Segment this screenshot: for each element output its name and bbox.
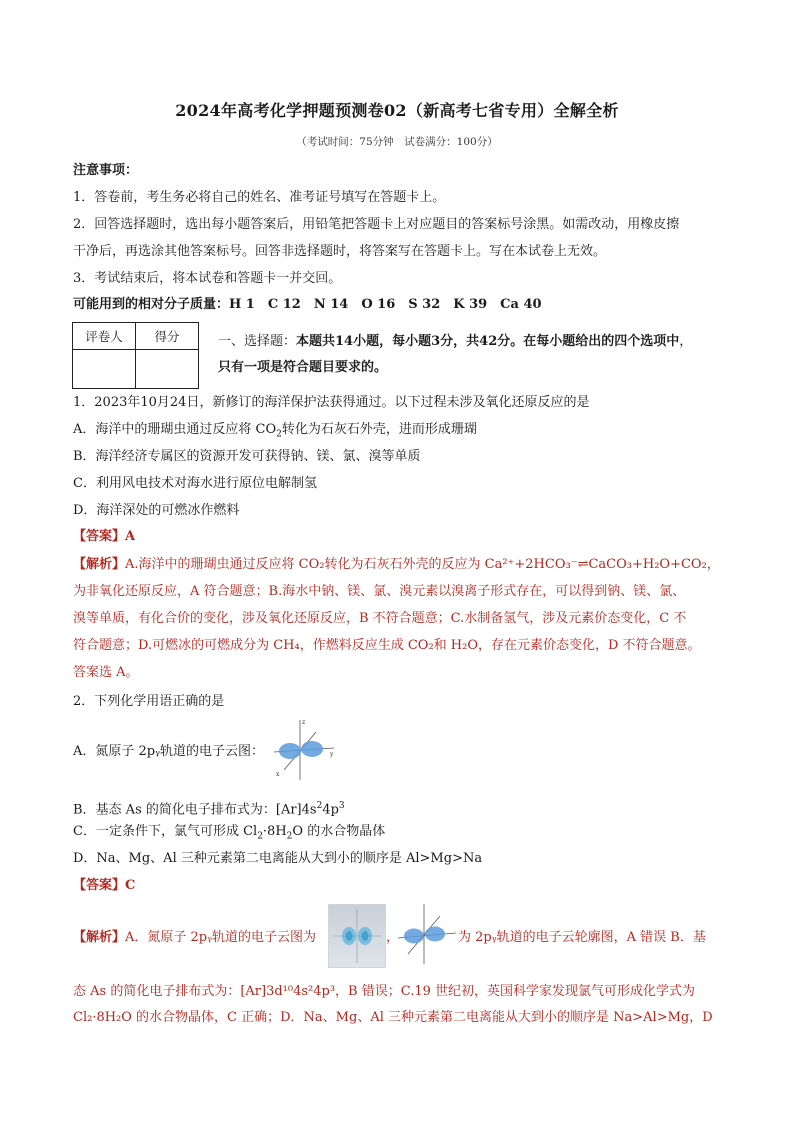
notice-item-1: 1．答卷前，考生务必将自己的姓名、准考证号填写在答题卡上。 — [73, 190, 446, 205]
q2-option-a: A．氮原子 2pᵧ轨道的电子云图： — [73, 744, 265, 759]
svg-text:z: z — [302, 719, 306, 726]
page-title: 2024年高考化学押题预测卷02（新高考七省专用）全解全析 — [175, 101, 619, 120]
svg-text:x: x — [276, 771, 280, 778]
section-label: 一、选择题： — [218, 334, 297, 349]
score-table — [72, 322, 199, 389]
q2-analysis-line1-b: 为 2pᵧ轨道的电子云轮廓图，A 错误 B．基 — [458, 930, 706, 945]
q1-analysis-line5: 答案选 A。 — [73, 665, 139, 680]
q2-analysis-comma: ， — [386, 930, 400, 945]
notice-item-2: 2．回答选择题时，选出每小题答案后，用铅笔把答题卡上对应题目的答案标号涂黑。如需改动，用橡皮擦 — [73, 217, 680, 232]
score-header: 得分 — [136, 323, 199, 350]
electron-cloud-icon — [329, 905, 385, 967]
q1-option-d: D．海洋深处的可燃冰作燃料 — [73, 503, 240, 518]
q1-analysis-line2: 为非氧化还原反应，A 符合题意；B.海水中钠、镁、氯、溴元素以溴离子形式存在，可以得到钠、镁、氯、 — [73, 584, 686, 599]
section-intro-line1: 一、选择题：本题共14小题，每小题3分，共42分。在每小题给出的四个选项中， — [218, 334, 693, 349]
grader-header: 评卷人 — [73, 323, 136, 350]
q2-analysis-line2: 态 As 的简化电子排布式为：[Ar]3d¹⁰4s²4p³，B 错误；C.19 世纪初，英国科学家发现氯气可形成化学式为 — [73, 984, 696, 999]
q2-analysis-line1-a: 【解析】A．氮原子 2pᵧ轨道的电子云图为 — [73, 930, 317, 945]
electron-cloud-image — [328, 904, 386, 968]
q1-stem: 1．2023年10月24日，新修订的海洋保护法获得通过。以下过程未涉及氧化还原反应的是 — [73, 395, 590, 410]
exam-info: （考试时间：75分钟 试卷满分：100分） — [296, 136, 498, 148]
q1-option-b: B．海洋经济专属区的资源开发可获得钠、镁、氯、溴等单质 — [73, 449, 421, 464]
q2-analysis-line3: Cl₂·8H₂O 的水合物晶体，C 正确；D．Na、Mg、Al 三种元素第二电离能从大到小的顺序是 Na>Al>Mg，D — [73, 1010, 713, 1025]
notice-heading: 注意事项： — [73, 163, 139, 178]
score-cell — [136, 350, 199, 389]
q1-analysis-line4: 符合题意；D.可燃冰的可燃成分为 CH₄，作燃料反应生成 CO₂和 H₂O，存在元素价态变化，D 不符合题意。 — [73, 638, 701, 653]
q1-answer: 【答案】A — [73, 529, 136, 544]
notice-item-2-cont: 干净后，再选涂其他答案标号。回答非选择题时，将答案写在答题卡上。写在本试卷上无效。 — [73, 244, 607, 259]
q2-stem: 2．下列化学用语正确的是 — [73, 694, 225, 709]
p-orbital-contour-icon — [396, 902, 458, 968]
grader-cell — [73, 350, 136, 389]
q2-option-b: B．基态 As 的简化电子排布式为：$[Ar]4s^24p^3$ — [73, 801, 345, 818]
q2-answer: 【答案】C — [73, 878, 136, 893]
q2-option-d: D．Na、Mg、Al 三种元素第二电离能从大到小的顺序是 Al>Mg>Na — [73, 851, 483, 866]
section-intro-line2: 只有一项是符合题目要求的。 — [218, 360, 388, 375]
atomic-masses: 可能用到的相对分子质量：H 1 C 12 N 14 O 16 S 32 K 39 Ca 40 — [73, 297, 542, 312]
svg-text:y: y — [330, 751, 334, 758]
q1-analysis-line3: 溴等单质，有化合价的变化，涉及氧化还原反应，B 不符合题意；C.水制备氢气，涉及元素价态变化，C 不 — [73, 611, 687, 626]
p-orbital-icon — [270, 716, 338, 784]
q2-option-c: C．一定条件下，氯气可形成 $Cl_2\cdot 8H_2O$ 的水合物晶体 — [73, 824, 386, 842]
notice-item-3: 3．考试结束后，将本试卷和答题卡一并交回。 — [73, 271, 342, 286]
q1-analysis-line1: 【解析】A.海洋中的珊瑚虫通过反应将 CO₂转化为石灰石外壳的反应为 Ca²⁺+2HCO₃⁻⇌CaCO₃+H₂O+CO₂， — [73, 557, 720, 572]
q1-option-a: A．海洋中的珊瑚虫通过反应将 $CO_2$转化为石灰石外壳，进而形成珊瑚 — [73, 422, 477, 440]
q1-option-c: C．利用风电技术对海水进行原位电解制氢 — [73, 476, 317, 491]
